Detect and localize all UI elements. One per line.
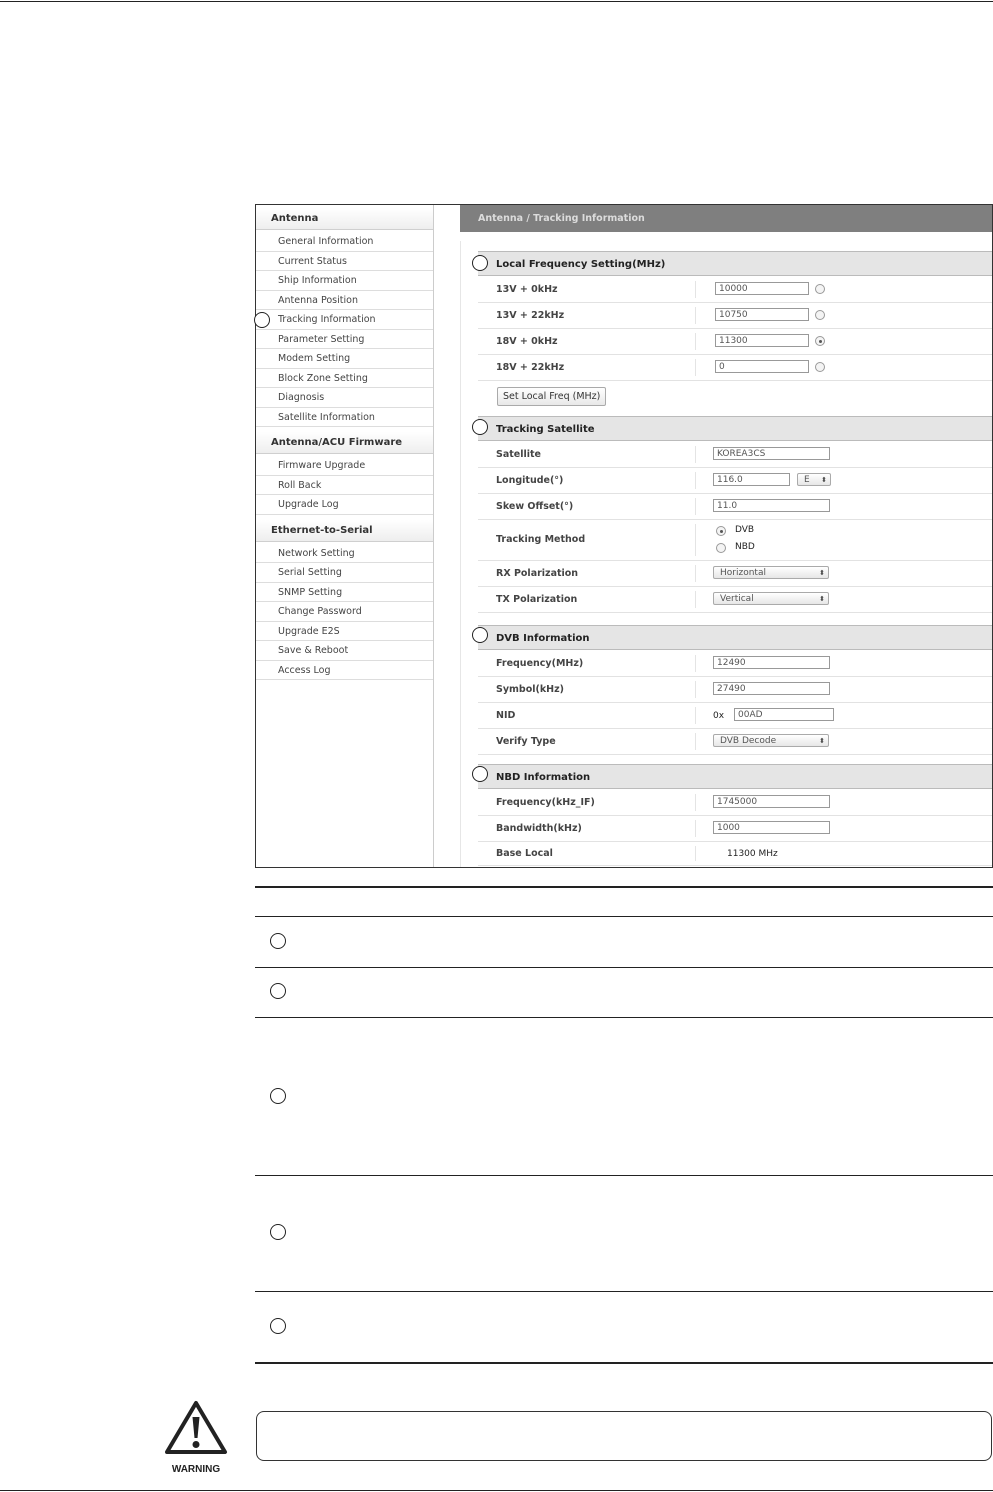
tracking-method-label: Tracking Method [496, 534, 586, 545]
method-nbd-label: NBD [735, 542, 755, 552]
dvb-frequency-input[interactable]: 12490 [713, 656, 830, 669]
sidebar-item[interactable]: Change Password [256, 602, 433, 622]
local-freq-radio[interactable] [815, 336, 825, 346]
ui-screenshot [255, 204, 993, 868]
sidebar-item[interactable]: Modem Setting [256, 349, 433, 369]
sidebar-item[interactable]: Ship Information [256, 271, 433, 291]
nbd-frequency-input[interactable]: 1745000 [713, 795, 830, 808]
dvb-frequency-row [478, 651, 992, 677]
row-separator [695, 333, 696, 350]
bandwidth-label: Bandwidth(kHz) [496, 823, 582, 834]
skew-input[interactable]: 11.0 [713, 499, 830, 512]
rx-polarization-value: Horizontal [720, 568, 766, 578]
row-separator [695, 565, 696, 582]
longitude-label: Longitude(°) [496, 475, 564, 486]
callout-circle [270, 1224, 286, 1240]
top-rule [0, 1, 993, 2]
sidebar-item[interactable]: Satellite Information [256, 408, 433, 428]
select-arrow-icon: ⬍ [819, 737, 825, 745]
tracking-satellite-heading: Tracking Satellite [478, 416, 992, 441]
base-local-value: 11300 MHz [727, 849, 778, 859]
sidebar-section-heading: Antenna [256, 208, 433, 230]
row-separator [695, 498, 696, 515]
sidebar-item[interactable]: SNMP Setting [256, 583, 433, 603]
row-separator [695, 524, 696, 556]
sidebar-item[interactable]: Access Log [256, 661, 433, 681]
sidebar-item[interactable]: Tracking Information [256, 310, 433, 330]
sidebar-item[interactable]: Current Status [256, 252, 433, 272]
nbd-frequency-row [478, 790, 992, 816]
row-separator [695, 307, 696, 324]
select-arrow-icon: ⬍ [819, 569, 825, 577]
local-freq-label: 18V + 22kHz [496, 362, 565, 373]
sidebar-item[interactable]: Firmware Upgrade [256, 456, 433, 476]
bandwidth-input[interactable]: 1000 [713, 821, 830, 834]
dvb-nid-row [478, 703, 992, 729]
tx-polarization-row [478, 587, 992, 613]
verify-type-select[interactable] [713, 734, 829, 747]
row-separator [695, 846, 696, 861]
base-local-row [478, 842, 992, 866]
table-rule [255, 1175, 993, 1176]
callout-circle [472, 255, 488, 271]
local-freq-input[interactable]: 10750 [715, 308, 809, 321]
rx-polarization-select[interactable] [713, 566, 829, 579]
row-separator [695, 794, 696, 811]
row-separator [695, 681, 696, 698]
sidebar-item[interactable]: Block Zone Setting [256, 369, 433, 389]
table-rule [255, 1362, 993, 1364]
base-local-label: Base Local [496, 848, 553, 859]
local-freq-row [478, 355, 992, 381]
table-rule [255, 1291, 993, 1292]
row-separator [695, 446, 696, 463]
satellite-label: Satellite [496, 449, 541, 460]
panel-divider [460, 241, 461, 867]
sidebar-item[interactable]: Antenna Position [256, 291, 433, 311]
sidebar-item[interactable]: Upgrade E2S [256, 622, 433, 642]
row-separator [695, 820, 696, 837]
tx-polarization-value: Vertical [720, 594, 754, 604]
dvb-symbol-row [478, 677, 992, 703]
set-local-freq-row [478, 382, 992, 412]
callout-circle [270, 1088, 286, 1104]
sidebar-item[interactable]: Upgrade Log [256, 495, 433, 515]
dvb-symbol-label: Symbol(kHz) [496, 684, 564, 695]
satellite-row [478, 442, 992, 468]
method-dvb-radio[interactable] [716, 526, 726, 536]
sidebar-section-heading: Ethernet-to-Serial [256, 520, 433, 542]
longitude-row [478, 468, 992, 494]
local-freq-radio[interactable] [815, 284, 825, 294]
local-freq-label: 13V + 0kHz [496, 284, 558, 295]
callout-circle [270, 1318, 286, 1334]
dvb-nid-label: NID [496, 710, 516, 721]
local-freq-row [478, 277, 992, 303]
row-separator [695, 281, 696, 298]
sidebar-item[interactable]: Save & Reboot [256, 641, 433, 661]
dvb-frequency-label: Frequency(MHz) [496, 658, 584, 669]
row-separator [695, 591, 696, 608]
longitude-direction-value: E [804, 475, 810, 485]
verify-type-label: Verify Type [496, 736, 556, 747]
dvb-nid-input[interactable]: 00AD [734, 708, 834, 721]
satellite-input[interactable]: KOREA3CS [713, 447, 830, 460]
local-freq-row [478, 303, 992, 329]
row-separator [695, 359, 696, 376]
sidebar-section-heading: Antenna/ACU Firmware [256, 432, 433, 454]
skew-label: Skew Offset(°) [496, 501, 574, 512]
sidebar-item[interactable]: Serial Setting [256, 563, 433, 583]
table-rule [255, 916, 993, 917]
dvb-symbol-input[interactable]: 27490 [713, 682, 830, 695]
nbd-information-heading: NBD Information [478, 764, 992, 789]
local-freq-input[interactable]: 10000 [715, 282, 809, 295]
longitude-direction-select[interactable] [797, 473, 831, 486]
tx-polarization-label: TX Polarization [496, 594, 578, 605]
method-dvb-label: DVB [735, 525, 755, 535]
select-arrow-icon: ⬍ [819, 595, 825, 603]
local-freq-input[interactable]: 0 [715, 360, 809, 373]
sidebar-item[interactable]: Roll Back [256, 476, 433, 496]
set-local-freq-button[interactable]: Set Local Freq (MHz) [497, 387, 606, 406]
longitude-input[interactable]: 116.0 [713, 473, 790, 486]
verify-type-value: DVB Decode [720, 736, 777, 746]
row-separator [695, 733, 696, 750]
verify-type-row [478, 729, 992, 755]
table-rule [255, 886, 993, 888]
callout-circle [472, 627, 488, 643]
tx-polarization-select[interactable] [713, 592, 829, 605]
tracking-method-row [478, 520, 992, 561]
local-freq-row [478, 329, 992, 355]
page-title: Antenna / Tracking Information [460, 205, 992, 232]
sidebar-item[interactable]: General Information [256, 232, 433, 252]
local-freq-label: 18V + 0kHz [496, 336, 558, 347]
local-freq-radio[interactable] [815, 310, 825, 320]
callout-circle [472, 766, 488, 782]
row-separator [695, 472, 696, 489]
warning-box [256, 1411, 992, 1461]
callout-circle [472, 419, 488, 435]
sidebar-item[interactable]: Network Setting [256, 544, 433, 564]
sidebar-item[interactable]: Parameter Setting [256, 330, 433, 350]
sidebar-item[interactable]: Diagnosis [256, 388, 433, 408]
table-rule [255, 967, 993, 968]
table-rule [255, 1017, 993, 1018]
rx-polarization-label: RX Polarization [496, 568, 579, 579]
local-freq-radio[interactable] [815, 362, 825, 372]
warning-icon [164, 1400, 228, 1456]
callout-circle [254, 312, 270, 328]
callout-circle [270, 933, 286, 949]
local-freq-label: 13V + 22kHz [496, 310, 565, 321]
main-panel [460, 205, 992, 867]
local-frequency-heading: Local Frequency Setting(MHz) [478, 251, 992, 276]
nbd-frequency-label: Frequency(kHz_IF) [496, 797, 595, 808]
callout-circle [270, 983, 286, 999]
select-arrow-icon: ⬍ [821, 476, 827, 484]
row-separator [695, 655, 696, 672]
warning-label: WARNING [171, 1464, 221, 1475]
skew-row [478, 494, 992, 520]
dvb-information-heading: DVB Information [478, 625, 992, 650]
row-separator [695, 707, 696, 724]
method-nbd-radio[interactable] [716, 543, 726, 553]
bottom-rule [0, 1490, 993, 1491]
nid-prefix: 0x [713, 711, 725, 721]
local-freq-input[interactable]: 11300 [715, 334, 809, 347]
bandwidth-row [478, 816, 992, 842]
sidebar [256, 205, 434, 867]
rx-polarization-row [478, 561, 992, 587]
